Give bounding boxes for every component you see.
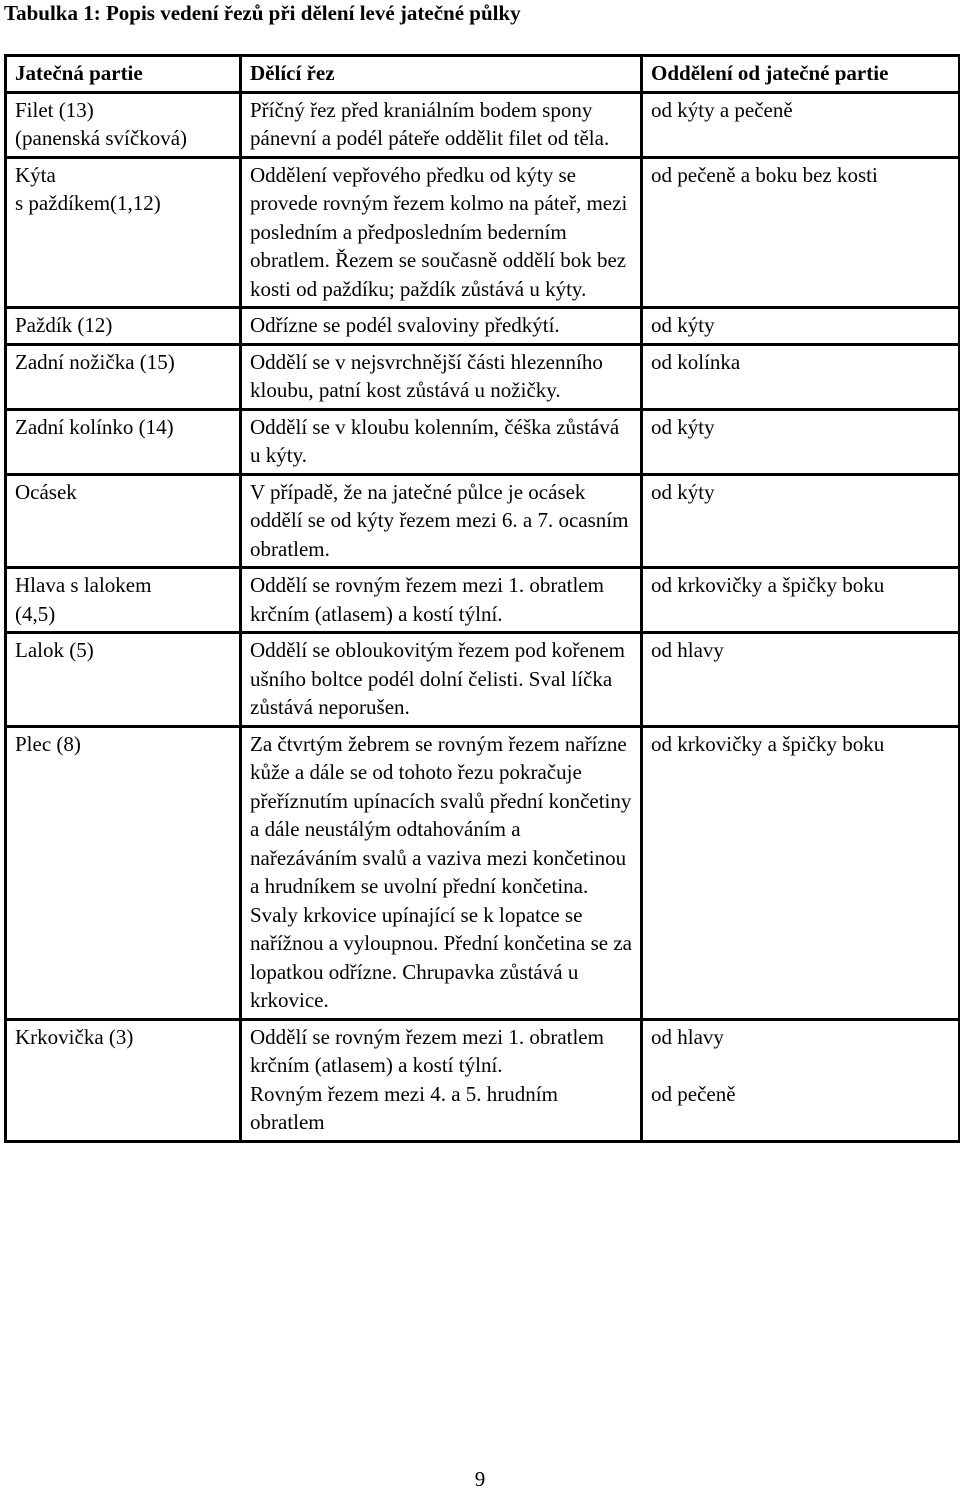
table-header-row xyxy=(6,56,960,93)
cell-cut xyxy=(241,157,642,308)
part-name: Krkovička (3) xyxy=(15,1024,134,1049)
cut-description: Oddělí se v nejsvrchnější části hlezenního kloubu, patní kost zůstává u nožičky. xyxy=(250,349,603,402)
separation-text: od krkovičky a špičky boku xyxy=(651,731,885,756)
cell-cut xyxy=(241,633,642,727)
cut-description: Oddělení vepřového předku od kýty se provede rovným řezem kolmo na páteř, mezi posledním a předposledním bederním obratlem. Řezem se současně oddělí bok bez kosti od paždíku; paždík zůstává u kýty. xyxy=(250,162,628,301)
table-row xyxy=(6,308,960,345)
part-name: Zadní kolínko (14) xyxy=(15,414,174,439)
cell-separation xyxy=(642,157,960,308)
cell-cut xyxy=(241,344,642,409)
cell-separation xyxy=(642,633,960,727)
cell-separation xyxy=(642,409,960,474)
header-cut: Dělící řez xyxy=(241,56,642,93)
cell-cut xyxy=(241,92,642,157)
cell-part xyxy=(6,157,241,308)
cell-part xyxy=(6,1019,241,1141)
cut-description: Za čtvrtým žebrem se rovným řezem nařízne kůže a dále se od tohoto řezu pokračuje přeříznutím upínacích svalů přední končetiny a dále neustálým odtahováním a nařezáváním svalů a vaziva mezi končetinou a hrudníkem se uvolní přední končetina. Svaly krkovice upínající se k lopatce se nařížnou a vyloupnou. Přední končetina se za lopatkou odřízne. Chrupavka zůstává u krkovice. xyxy=(250,731,632,1012)
part-name: Plec (8) xyxy=(15,731,81,756)
cell-separation xyxy=(642,474,960,568)
separation-text: od kýty a pečeně xyxy=(651,97,793,122)
cell-part xyxy=(6,409,241,474)
cell-cut xyxy=(241,1019,642,1141)
cut-description: Oddělí se rovným řezem mezi 1. obratlem krčním (atlasem) a kostí týlní. xyxy=(250,573,604,626)
cut-description: Příčný řez před kraniálním bodem spony pánevní a podél páteře oddělit filet od těla. xyxy=(250,97,610,150)
cell-separation xyxy=(642,568,960,633)
table-row xyxy=(6,1019,960,1141)
cell-separation xyxy=(642,344,960,409)
part-name: Kýta s paždíkem(1,12) xyxy=(15,162,161,215)
cell-cut xyxy=(241,409,642,474)
separation-text: od krkovičky a špičky boku xyxy=(651,573,885,597)
table-row xyxy=(6,344,960,409)
separation-text: od pečeně a boku bez kosti xyxy=(651,162,878,187)
separation-text: od kýty xyxy=(651,414,715,439)
cell-separation xyxy=(642,308,960,345)
separation-text: od kýty xyxy=(651,479,715,504)
cell-separation xyxy=(642,92,960,157)
cell-part xyxy=(6,726,241,1019)
table-row xyxy=(6,474,960,568)
table-row xyxy=(6,726,960,1019)
cell-cut xyxy=(241,474,642,568)
table-row xyxy=(6,633,960,727)
cut-description: Oddělí se v kloubu kolenním, čéška zůstává u kýty. xyxy=(250,414,620,467)
separation-text: od kolínka xyxy=(651,349,741,374)
page-number: 9 xyxy=(474,1467,486,1491)
part-name: Zadní nožička (15) xyxy=(15,349,175,374)
cell-part xyxy=(6,344,241,409)
table-row xyxy=(6,92,960,157)
header-part: Jatečná partie xyxy=(6,56,241,93)
cell-cut xyxy=(241,308,642,345)
cell-part xyxy=(6,92,241,157)
separation-text: od hlavy xyxy=(651,638,724,662)
cell-part xyxy=(6,633,241,727)
cut-description: Odřízne se podél svaloviny předkýtí. xyxy=(250,313,560,337)
part-name: Filet (13) (panenská svíčková) xyxy=(15,97,188,150)
cut-description-extra: Rovným řezem mezi 4. a 5. hrudním obratlem xyxy=(250,1081,558,1134)
separation-text-extra: od pečeně xyxy=(651,1081,736,1106)
separation-text: od hlavy xyxy=(651,1024,724,1049)
cuts-table xyxy=(4,54,960,1143)
cell-part xyxy=(6,474,241,568)
separation-text: od kýty xyxy=(651,313,715,337)
cut-description: V případě, že na jatečné půlce je ocásek oddělí se od kýty řezem mezi 6. a 7. ocasním obratlem. xyxy=(250,479,629,561)
cut-description: Oddělí se obloukovitým řezem pod kořenem ušního boltce podél dolní čelisti. Sval líčka zůstává neporušen. xyxy=(250,638,625,719)
table-body xyxy=(6,92,960,1141)
part-name: Ocásek xyxy=(15,479,77,504)
part-name: Hlava s lalokem (4,5) xyxy=(15,573,152,626)
header-separation: Oddělení od jatečné partie xyxy=(642,56,960,93)
cell-separation xyxy=(642,1019,960,1141)
part-name: Paždík (12) xyxy=(15,313,113,337)
cell-separation xyxy=(642,726,960,1019)
table-row xyxy=(6,409,960,474)
cell-cut xyxy=(241,726,642,1019)
table-row xyxy=(6,157,960,308)
cut-description: Oddělí se rovným řezem mezi 1. obratlem krčním (atlasem) a kostí týlní. xyxy=(250,1024,604,1077)
part-name: Lalok (5) xyxy=(15,638,94,662)
cell-cut xyxy=(241,568,642,633)
table-caption: Tabulka 1: Popis vedení řezů při dělení levé jatečné půlky xyxy=(4,1,521,25)
cell-part xyxy=(6,308,241,345)
table-row xyxy=(6,568,960,633)
cell-part xyxy=(6,568,241,633)
